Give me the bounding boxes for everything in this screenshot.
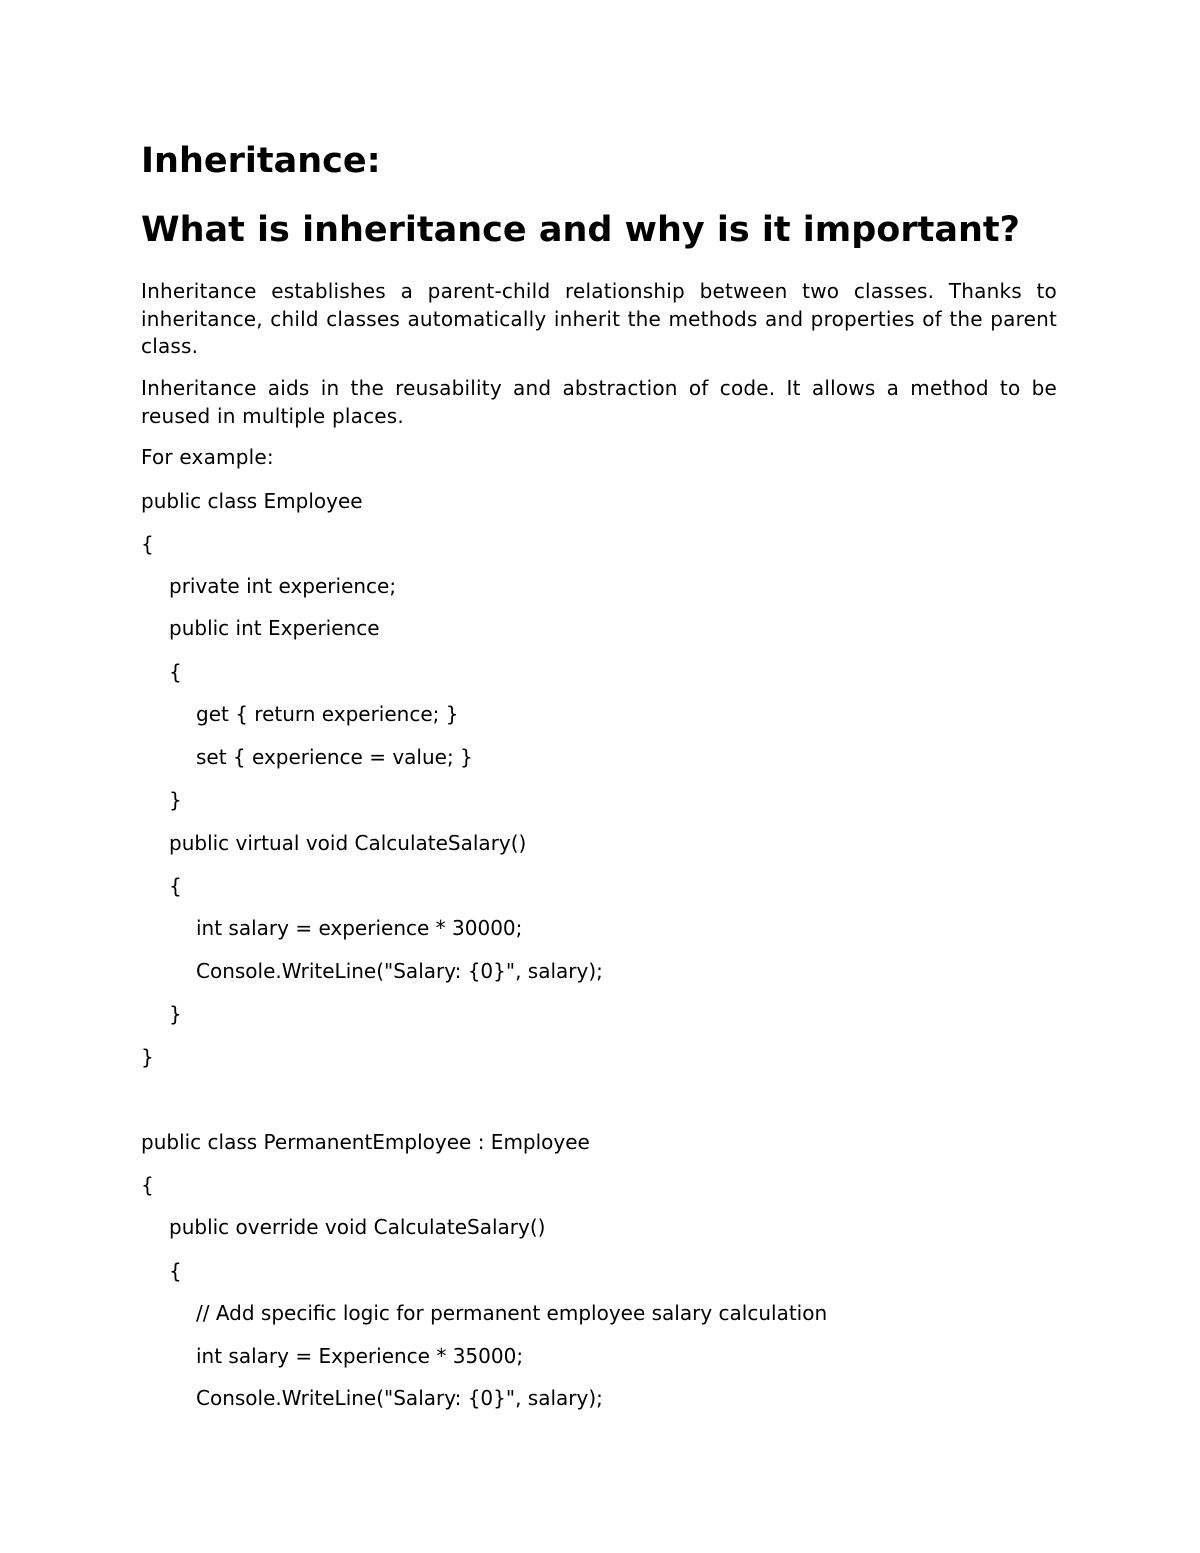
- code-line: // Add specific logic for permanent employee salary calculation: [196, 1301, 828, 1325]
- paragraph-benefits: Inheritance aids in the reusability and abstraction of code. It allows a method to be reused in multiple places.: [141, 376, 1057, 428]
- code-line: {: [141, 532, 154, 556]
- code-line: int salary = Experience * 35000;: [196, 1344, 524, 1368]
- code-line: }: [141, 1045, 154, 1069]
- code-line: public class PermanentEmployee : Employee: [141, 1130, 590, 1154]
- code-line: Console.WriteLine("Salary: {0}", salary);: [196, 1386, 603, 1410]
- code-line: public virtual void CalculateSalary(): [169, 831, 527, 855]
- code-line: set { experience = value; }: [196, 745, 473, 769]
- paragraph-definition: Inheritance establishes a parent-child relationship between two classes. Thanks to inheritance, child classes automatically inherit the methods and properties of the parent class.: [141, 279, 1057, 358]
- code-line: {: [169, 874, 182, 898]
- paragraph-example-intro: For example:: [141, 445, 274, 469]
- code-line: public override void CalculateSalary(): [169, 1215, 546, 1239]
- code-line: private int experience;: [169, 574, 397, 598]
- code-line: }: [169, 1002, 182, 1026]
- code-line: {: [141, 1173, 154, 1197]
- page-title: Inheritance:: [141, 141, 381, 181]
- code-line: Console.WriteLine("Salary: {0}", salary);: [196, 959, 603, 983]
- code-line: int salary = experience * 30000;: [196, 916, 523, 940]
- code-line: public class Employee: [141, 489, 363, 513]
- code-line: }: [169, 788, 182, 812]
- code-line: public int Experience: [169, 616, 380, 640]
- code-line: {: [169, 1259, 182, 1283]
- code-line: {: [169, 660, 182, 684]
- code-line: get { return experience; }: [196, 702, 459, 726]
- section-heading: What is inheritance and why is it important?: [141, 210, 1020, 250]
